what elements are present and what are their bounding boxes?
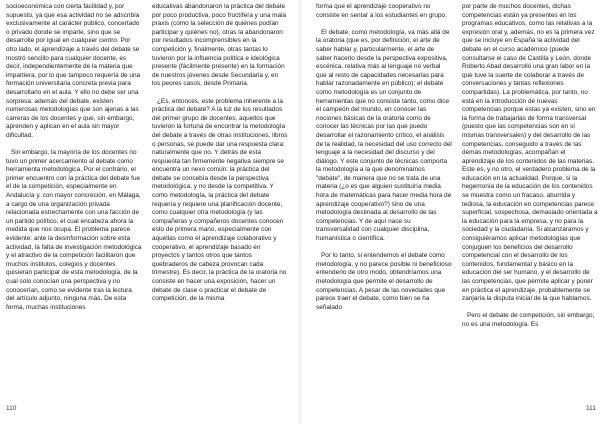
right-page-column-2 [462,3,598,330]
left-page-column-2 [152,3,288,304]
paragraph: forma que el aprendizaje cooperativo no consiste en sentar a los estudiantes en grupo. [316,3,447,19]
paragraph: Sin embargo, la mayoría de los docentes no tuvo un primer acercamiento al debate como herramienta metodológica. Por el contrario, el primer encuentro con la práctica del debate fue el de la competición, especialmente en Andalucía y, con mayor concreción, en Málaga, a cargo de una organización privada relacionada estrechamente con una facción de un partido político, el cual encabeza ahora la medida que nos ocupa. El problema parece evidente: ante la desinformación sobre esta actividad, la falta de investigación metodológica y el atractivo de la competición facilitaron que muchos institutos, colegios y docentes quisieran participar de esta metodología, de la cual solo conocían una perspectiva y no conocerían, como se evidente tras la lectura del artículo adjunto, ninguna más. De esta forma, muchas instituciones [6,149,142,311]
right-page-column-1 [316,3,452,312]
left-page-column-1 [6,3,142,312]
page-number-right: 111 [586,405,596,412]
right-page [300,0,600,424]
paragraph: Pero el debate de competición, sin embargo, no es una metodología. Es [462,312,595,328]
paragraph: El debate, como metodología, va más allá de la oratoria (que es, por definición, el arte de saber hablar y, particularmente, el arte de saber hacerlo desde la perspectiva expositiva, escénica, relativa más al lenguaje no verbal que al resto de capacidades necesarias para hablar razonadamente en público); el debate como metodología es un conjunto de herramientas que no consiste tanto, como dice el campeón del mundo, en conocer las nociones básicas de la oratoria como de conocer las técnicas por las que puedo desarrollar el razonamiento crítico, el análisis de la realidad, la necesidad del uso correcto del lenguaje a la necesidad del discurso y del diálogo. Y este conjunto de técnicas comporta la metodología a la que denominamos "debate", de manera que no se trata de una materia (¿o es que alguien sustituiría media hora de matemáticas para hacer media hora de aprendizaje cooperativo?) sino de una metodología destinada al desarrollo de las competencias. Y de aquí nace su transversalidad con cualquier disciplina, humanística o científica. [316,28,452,243]
page-number-left: 110 [6,405,17,412]
paragraph: socioeconómica con cierta facilidad y, por supuesto, ya que esa actividad no se adscribía exclusivamente al carácter público, concertado o privado donde se imparte, sino que se desarrolle por igual en cualquier centro. Por otro lado, el aprendizaje a través del debate se mostró sencillo para cualquier docente, es decir, independientemente de la materia que impartiera, por lo que tampoco requería de una formación universitaria concreta previa para desarrollarlo en el aula. Y ello no debe ser una sorpresa: además del debate, existen numerosas metodologías que son ajenas a las carreras de los docentes y que, sin embargo, aprenden y aplican en el aula sin mayor dificultad. [6,3,141,139]
paragraph: Por lo tanto, si entendemos el debate como metodología, y no parece posible ni beneficioso entenderlo de otro modo, obtendríamos una metodología que permite el desarrollo de competencias. A pesar de las novedades que parece traer el debate, como bien se ha señalado [316,252,452,311]
paragraph: ¿Es, entonces, este problema inherente a la práctica del debate? A la luz de los resultados del primer grupo de docentes, aquellos que tuvieron la fortuna de encontrar la metodología del debate a través de otras instituciones, libros o personas, se puede dar una respuesta clara: naturalmente que no. Y detrás de esta respuesta tan firmemente negativa siempre se encuentra un nexo común: la práctica del debate se concebía desde la perspectiva metodológica, y no desde la competitiva. Y como metodología, la práctica del debate requería y requiere una planificación docente, como cualquier otra metodología (y las compañeras y compañeros docentes conocen esto de primera mano, especialmente con aquellas como el aprendizaje colaborativo y cooperativo, el aprendizaje basado en proyectos y tantos otros que tantos quebraderos de cabeza provocan cada trimestre). Es decir, la práctica de la oratoria no consiste en hacer una exposición, hacer un debate de clase o practicar el debate de competición, de la misma [152,97,288,303]
paragraph: por parte de muchos docentes, dichas competencias están ya presentes en los programas educativos, como las relativas a la expresión oral y, además, no es la primera vez que se incluye en España la actividad del debate en el curso académico (puede consultarse el caso de Castilla y León, donde Roberto Abad desarrolló una gran labor en la que tuve la suerte de colaborar a través de conversaciones y tantas reflexiones compartidas). La problemática, por tanto, no está en la introducción de nuevas competencias porque estas ya existen, sino en la forma de trabajarlas de forma transversal (puesto que las competencias son en sí mismas transversales) y del desarrollo de las competencias, conseguido a través de las demás metodologías, acompañan el aprendizaje de los contenidos de las materias. Este es, y no otro, el verdadero problema de la educación en la actualidad. Porque, si la hegemonía de la educación de los contenidos se muestra como un fracaso, aburrida y tediosa, la educación en competencias parece superficial, sospechosa, demasiado orientada a la educación para la empresa, y no para la sociedad y la ciudadanía. Si alcanzáramos y consiguiéramos aplicar metodologías que conjuguen los beneficios del desarrollo competencial con el desarrollo de los contenidos, fundamental y básico en la educación del ser humano, y el desarrollo de las competencias, que permite aplicar y poner en práctica el aprendizaje, probablemente se zanjaría la disputa inicial de la que hablamos. [462,3,598,303]
paragraph: educativas abandonaron la práctica del debate por poco productiva, poco fructífera y una mala praxis (como la selección de quiénes podían participar y quiénes no), otras la abandonaron por resultados incomprensibles en la competición y, finalmente, otras tantas lo tuvieron por la influencia política e ideológica presente (fácilmente presente) en la formación de nuestros jóvenes desde Secundaria y, en los peores casos, desde Primaria. [152,3,287,88]
